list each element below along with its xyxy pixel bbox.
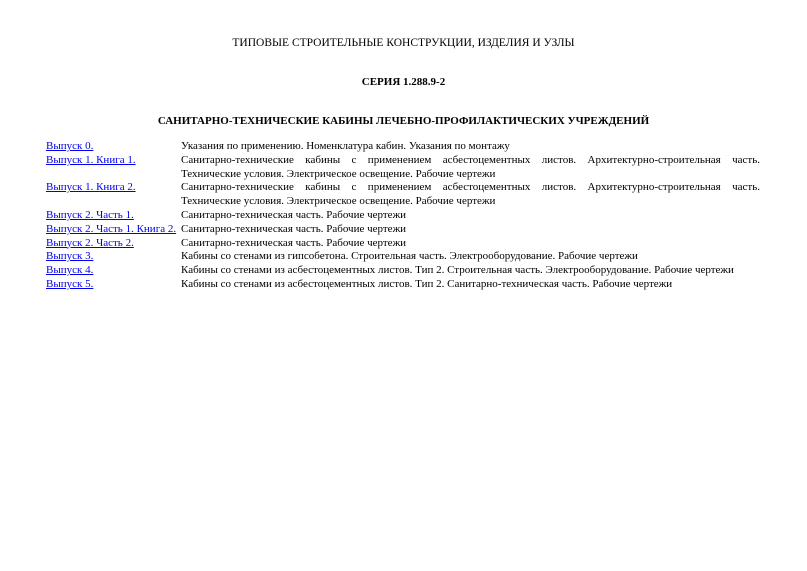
toc-description: Указания по применению. Номенклатура кабин. Указания по монтажу <box>181 140 510 152</box>
toc-description: Санитарно-техническая часть. Рабочие чертежи <box>181 236 407 249</box>
document-title: ТИПОВЫЕ СТРОИТЕЛЬНЫЕ КОНСТРУКЦИИ, ИЗДЕЛИЯ И УЗЛЫ <box>232 37 575 49</box>
toc-link-vypusk-2-chast-1[interactable]: Выпуск 2. Часть 1. <box>46 208 134 221</box>
toc-row <box>46 278 760 292</box>
toc-description: Санитарно-технические кабины с применением асбестоцементных листов. Архитектурно-строительная часть. Технические условия. Электрическое освещение. Рабочие чертежи <box>181 181 760 208</box>
toc-description: Кабины со стенами из гипсобетона. Строительная часть. Электрооборудование. Рабочие чертежи <box>181 250 638 263</box>
toc-row <box>46 223 760 237</box>
series-title: СЕРИЯ 1.288.9-2 <box>361 76 446 88</box>
toc-link-vypusk-0[interactable]: Выпуск 0. <box>46 140 94 152</box>
toc-row <box>46 140 760 154</box>
toc-description: Кабины со стенами из асбестоцементных листов. Тип 2. Строительная часть. Электрооборудование. Рабочие чертежи <box>181 264 734 277</box>
toc-description: Кабины со стенами из асбестоцементных листов. Тип 2. Санитарно-техническая часть. Рабочие чертежи <box>181 277 673 290</box>
toc-row <box>46 237 760 251</box>
toc-link-vypusk-1-kniga-1[interactable]: Выпуск 1. Книга 1. <box>46 153 136 166</box>
toc-description: Санитарно-технические кабины с применением асбестоцементных листов. Архитектурно-строительная часть. Технические условия. Электрическое освещение. Рабочие чертежи <box>181 153 760 180</box>
document-subtitle: САНИТАРНО-ТЕХНИЧЕСКИЕ КАБИНЫ ЛЕЧЕБНО-ПРОФИЛАКТИЧЕСКИХ УЧРЕЖДЕНИЙ <box>157 115 650 127</box>
toc-row <box>46 250 760 264</box>
toc-description: Санитарно-техническая часть. Рабочие чертежи <box>181 222 407 235</box>
toc-link-vypusk-3[interactable]: Выпуск 3. <box>46 250 94 263</box>
toc-description: Санитарно-техническая часть. Рабочие чертежи <box>181 208 407 221</box>
toc-link-vypusk-2-chast-1-kniga-2[interactable]: Выпуск 2. Часть 1. Книга 2. <box>46 222 177 235</box>
table-of-contents <box>46 140 760 292</box>
toc-link-vypusk-1-kniga-2[interactable]: Выпуск 1. Книга 2. <box>46 181 136 194</box>
toc-link-vypusk-2-chast-2[interactable]: Выпуск 2. Часть 2. <box>46 236 134 249</box>
toc-row <box>46 209 760 223</box>
toc-row <box>46 264 760 278</box>
toc-link-vypusk-4[interactable]: Выпуск 4. <box>46 264 94 277</box>
toc-row <box>46 181 760 209</box>
toc-row <box>46 154 760 182</box>
toc-link-vypusk-5[interactable]: Выпуск 5. <box>46 277 94 290</box>
